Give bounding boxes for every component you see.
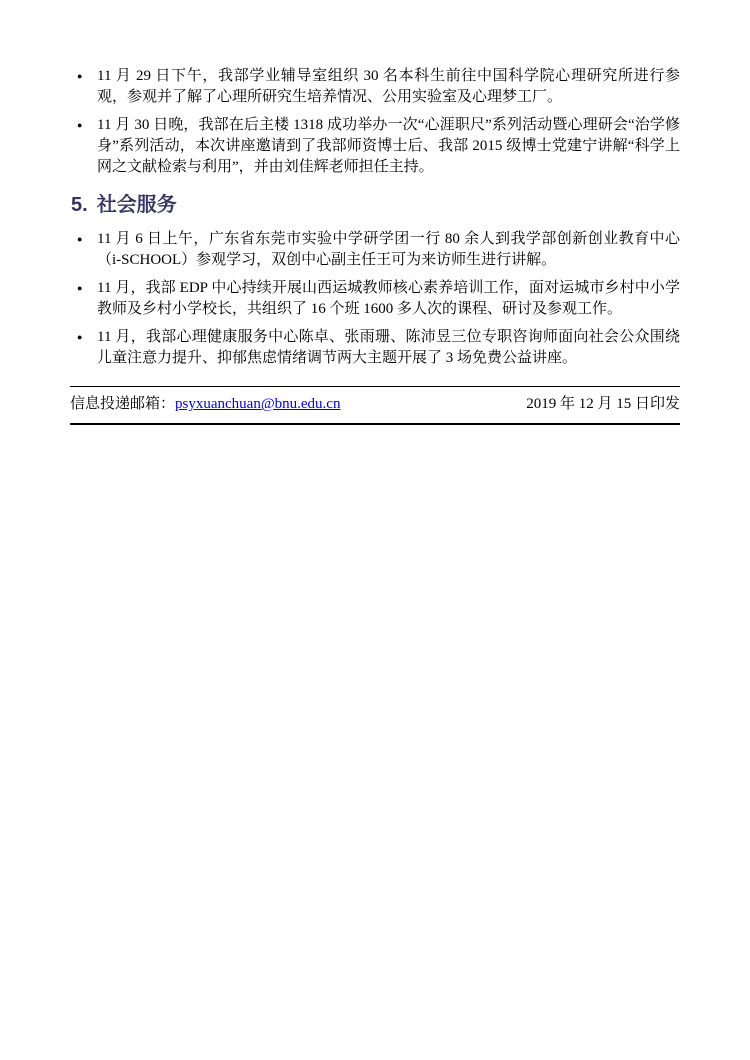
email-link[interactable]: psyxuanchuan@bnu.edu.cn bbox=[175, 396, 341, 412]
bullet-text: 11 月 29 日下午，我部学业辅导室组织 30 名本科生前往中国科学院心理研究所进行参观，参观并了解了心理所研究生培养情况、公用实验室及心理梦工厂。 bbox=[97, 68, 680, 105]
list-item bbox=[70, 278, 680, 320]
bullet-text: 11 月 30 日晚，我部在后主楼 1318 成功举办一次“心涯职尺”系列活动暨心理研会“治学修身”系列活动，本次讲座邀请到了我部师资博士后、我部 2015 级博士党建宁讲解“科学上网之文献检索与利用”，并由刘佳辉老师担任主持。 bbox=[97, 117, 680, 175]
section-title: 社会服务 bbox=[96, 194, 177, 216]
section-number: 5. bbox=[71, 194, 88, 216]
footer-row bbox=[70, 387, 680, 423]
bullet-icon: ● bbox=[77, 71, 83, 81]
list-item bbox=[70, 66, 680, 108]
list-item bbox=[70, 115, 680, 178]
footer-bottom-border bbox=[70, 423, 680, 425]
list-item bbox=[70, 327, 680, 369]
list-item bbox=[70, 229, 680, 271]
footer-left bbox=[70, 394, 340, 414]
news-bullet-list-top bbox=[70, 66, 680, 178]
bullet-text: 11 月，我部心理健康服务中心陈卓、张雨珊、陈沛昱三位专职咨询师面向社会公众围绕儿童注意力提升、抑郁焦虑情绪调节两大主题开展了 3 场免费公益讲座。 bbox=[97, 329, 680, 366]
bullet-icon: ● bbox=[77, 120, 83, 130]
section-heading bbox=[71, 192, 680, 218]
bullet-icon: ● bbox=[77, 283, 83, 293]
bullet-text: 11 月 6 日上午，广东省东莞市实验中学研学团一行 80 余人到我学部创新创业教育中心（i-SCHOOL）参观学习，双创中心副主任王可为来访师生进行讲解。 bbox=[97, 231, 680, 268]
email-label: 信息投递邮箱： bbox=[70, 396, 176, 412]
page-footer bbox=[70, 386, 680, 425]
bullet-icon: ● bbox=[77, 234, 83, 244]
bullet-text: 11 月，我部 EDP 中心持续开展山西运城教师核心素养培训工作，面对运城市乡村中小学教师及乡村小学校长，共组织了 16 个班 1600 多人次的课程、研讨及参观工作。 bbox=[97, 280, 680, 317]
news-bullet-list-section bbox=[70, 229, 680, 369]
bullet-icon: ● bbox=[77, 332, 83, 342]
print-date: 2019 年 12 月 15 日印发 bbox=[526, 396, 680, 412]
